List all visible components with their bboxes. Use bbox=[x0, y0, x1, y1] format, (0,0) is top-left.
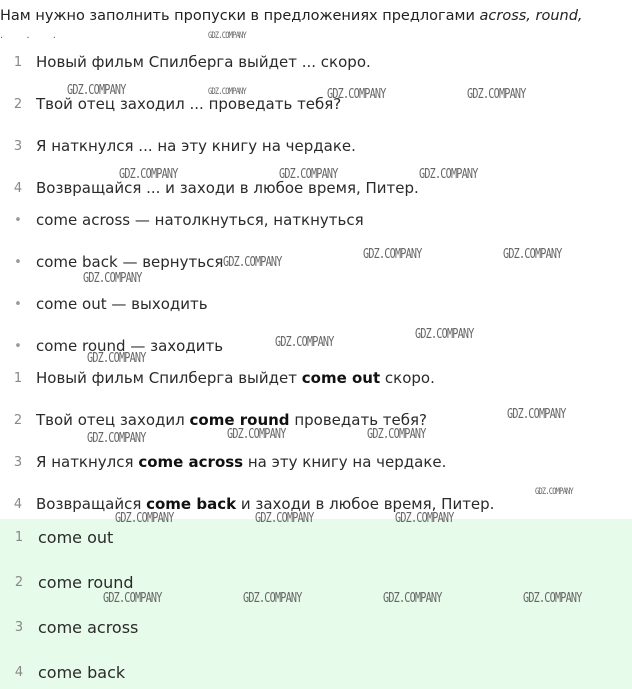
answer-text: come round bbox=[38, 572, 134, 592]
bullet-icon: • bbox=[14, 254, 22, 270]
answer-text: come out bbox=[38, 527, 114, 547]
watermark: GDZ.COMPANY bbox=[275, 335, 334, 350]
watermark: GDZ.COMPANY bbox=[119, 167, 178, 182]
answer-phrase: come back bbox=[146, 495, 237, 513]
instruction-lead: Нам нужно заполнить пропуски в предложениях предлогами bbox=[0, 8, 480, 24]
vocab-text: come back — вернуться bbox=[36, 253, 224, 271]
item-number: 1 bbox=[13, 370, 23, 386]
filled-sentence bbox=[0, 450, 446, 474]
task-sentence bbox=[0, 176, 419, 200]
watermark: GDZ.COMPANY bbox=[419, 167, 478, 182]
vocab-text: come across — натолкнуться, наткнуться bbox=[36, 211, 364, 229]
filled-sentence bbox=[0, 366, 435, 390]
watermark: GDZ.COMPANY bbox=[243, 591, 302, 606]
watermark: GDZ.COMPANY bbox=[67, 83, 126, 98]
watermark: GDZ.COMPANY bbox=[223, 255, 282, 270]
watermark: GDZ.COMPANY bbox=[363, 247, 422, 262]
sentence-before: Новый фильм Спилберга выйдет bbox=[36, 369, 302, 387]
answer-item bbox=[0, 660, 125, 684]
item-number: 4 bbox=[13, 496, 23, 512]
item-number: 2 bbox=[13, 96, 23, 112]
bullet-icon: • bbox=[14, 338, 22, 354]
sentence-text: Твой отец заходил ... проведать тебя? bbox=[36, 95, 342, 113]
watermark: GDZ.COMPANY bbox=[415, 327, 474, 342]
watermark: GDZ.COMPANY bbox=[87, 351, 146, 366]
answer-phrase: come across bbox=[138, 453, 244, 471]
answer-text: come back bbox=[38, 662, 126, 682]
bullet-icon: • bbox=[14, 296, 22, 312]
task-sentence bbox=[0, 50, 371, 74]
sentence-after: проведать тебя? bbox=[289, 411, 428, 429]
watermark: GDZ.COMPANY bbox=[507, 407, 566, 422]
sentence-text: Новый фильм Спилберга выйдет ... скоро. bbox=[36, 53, 371, 71]
watermark: GDZ.COMPANY bbox=[255, 511, 314, 526]
watermark: GDZ.COMPANY bbox=[279, 167, 338, 182]
task-sentence bbox=[0, 92, 341, 116]
sentence-before: Возвращайся bbox=[36, 495, 147, 513]
watermark: GDZ.COMPANY bbox=[535, 487, 573, 497]
sentence-text bbox=[36, 453, 446, 471]
item-number: 3 bbox=[14, 619, 24, 635]
sentence-after: и заходи в любое время, Питер. bbox=[236, 495, 495, 513]
sentence-before: Я наткнулся bbox=[36, 453, 139, 471]
watermark: GDZ.COMPANY bbox=[87, 431, 146, 446]
instruction-words: across, round, bbox=[479, 8, 583, 24]
answer-item bbox=[0, 525, 113, 549]
vocab-text: come round — заходить bbox=[36, 337, 224, 355]
vocab-item bbox=[0, 292, 208, 316]
item-number: 2 bbox=[13, 412, 23, 428]
answer-phrase: come out bbox=[301, 369, 381, 387]
answer-phrase: come round bbox=[189, 411, 290, 429]
answer-item bbox=[0, 615, 138, 639]
bullet-icon: • bbox=[14, 212, 22, 228]
sentence-text: Я наткнулся ... на эту книгу на чердаке. bbox=[36, 137, 356, 155]
item-number: 2 bbox=[14, 574, 24, 590]
sentence-text bbox=[36, 369, 435, 387]
item-number: 1 bbox=[14, 529, 24, 545]
watermark: GDZ.COMPANY bbox=[503, 247, 562, 262]
ellipsis-dots: . . . bbox=[0, 30, 66, 41]
sentence-text: Возвращайся ... и заходи в любое время, Питер. bbox=[36, 179, 419, 197]
sentence-after: на эту книгу на чердаке. bbox=[243, 453, 447, 471]
vocab-text: come out — выходить bbox=[36, 295, 208, 313]
watermark: GDZ.COMPANY bbox=[523, 591, 582, 606]
watermark: GDZ.COMPANY bbox=[115, 511, 174, 526]
item-number: 3 bbox=[13, 138, 23, 154]
sentence-before: Твой отец заходил bbox=[36, 411, 190, 429]
item-number: 3 bbox=[13, 454, 23, 470]
watermark: GDZ.COMPANY bbox=[467, 87, 526, 102]
item-number: 4 bbox=[14, 664, 24, 680]
answer-text: come across bbox=[38, 617, 139, 637]
task-sentence bbox=[0, 134, 356, 158]
watermark: GDZ.COMPANY bbox=[367, 427, 426, 442]
watermark: GDZ.COMPANY bbox=[208, 87, 246, 97]
watermark: GDZ.COMPANY bbox=[327, 87, 386, 102]
watermark: GDZ.COMPANY bbox=[103, 591, 162, 606]
vocab-item bbox=[0, 208, 364, 232]
watermark: GDZ.COMPANY bbox=[208, 31, 246, 41]
filled-sentence bbox=[0, 408, 427, 432]
watermark: GDZ.COMPANY bbox=[227, 427, 286, 442]
watermark: GDZ.COMPANY bbox=[395, 511, 454, 526]
sentence-after: скоро. bbox=[380, 369, 435, 387]
item-number: 1 bbox=[13, 54, 23, 70]
watermark: GDZ.COMPANY bbox=[83, 271, 142, 286]
watermark: GDZ.COMPANY bbox=[383, 591, 442, 606]
item-number: 4 bbox=[13, 180, 23, 196]
instruction-text bbox=[0, 6, 632, 26]
